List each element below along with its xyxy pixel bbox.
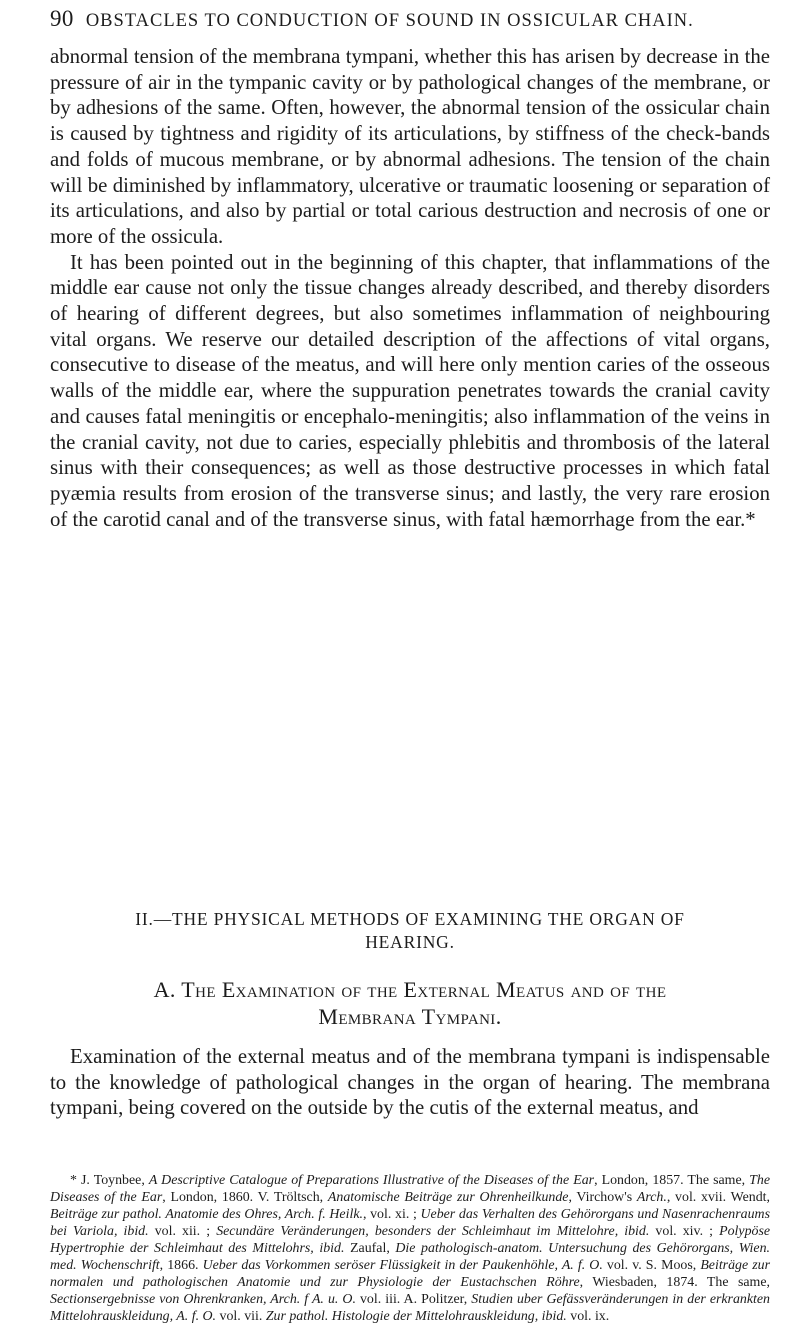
paragraph-examination: Examination of the external meatus and of the membrana tympani is indispensable to the knowledge of pathological changes in the organ of hearing. The membrana tympani, being covered on the outside by the cutis of the external meatus, and	[50, 1045, 770, 1120]
footnote-segment: * J. Toynbee,	[70, 1173, 149, 1188]
footnote-segment: , Virchow's	[568, 1190, 637, 1205]
footnote-segment: , London, 1857. The same,	[594, 1173, 750, 1188]
footnote-segment: Die pathologisch-anatom. Untersuchung des Gehörorgans, Wien. med. Wochenschrift	[50, 1241, 770, 1273]
footnote-segment: Beiträge zur pathol. Anatomie des Ohres, Arch. f. Heilk.	[50, 1207, 363, 1222]
footnote-segment: Zur pathol. Histologie der Mittelohrauskleidung, ibid.	[265, 1309, 567, 1324]
footnote-segment: vol. iii. A. Politzer,	[355, 1292, 472, 1307]
page-number: 90	[50, 6, 74, 31]
footnote-segment: vol. xiv. ;	[649, 1224, 720, 1239]
footnote-segment: Secundäre Veränderungen, besonders der Schleimhaut im Mittelohre, ibid.	[216, 1224, 650, 1239]
footnote-segment: , Wiesbaden, 1874. The same,	[579, 1275, 770, 1290]
footnote-segment: Anatomische Beiträge zur Ohrenheilkunde	[327, 1190, 569, 1205]
body-text	[50, 44, 770, 532]
footnote-segment: Ueber das Verhalten des Gehörorgans und Nasenrachenraums bei Variola, ibid.	[50, 1207, 770, 1239]
subsection-heading	[50, 976, 770, 1030]
footnote-segment: vol. vii.	[216, 1309, 266, 1324]
subsection-heading-line-1: A. The Examination of the External Meatus and of the	[153, 977, 667, 1002]
footnote	[50, 1172, 770, 1325]
footnote-segment: , vol. xi. ;	[362, 1207, 421, 1222]
section-heading	[50, 908, 770, 954]
footnote-segment: , London, 1860. V. Tröltsch,	[162, 1190, 328, 1205]
footnote-segment: A Descriptive Catalogue of Preparations Illustrative of the Diseases of the Ear	[148, 1173, 595, 1188]
footnote-segment: vol. xii. ;	[148, 1224, 217, 1239]
footnote-segment: , 1866.	[159, 1258, 203, 1273]
footnote-segment: vol. v. S. Moos,	[602, 1258, 701, 1273]
paragraph-continued: abnormal tension of the membrana tympani, whether this has arisen by decrease in the pressure of air in the tympanic cavity or by pathological changes of the membrane, or by adhesions of the same. Often, however, the abnormal tension of the ossicular chain is caused by tightness and rigidity of its articulations, by stiffness of the check-bands and folds of mucous membrane, or by abnormal adhesions. The tension of the chain will be diminished by inflammatory, ulcerative or traumatic loosening or separation of its articulations, and also by partial or total carious destruction and necrosis of one or more of the ossicula.	[50, 45, 770, 248]
footnote-segment: Arch.	[636, 1190, 667, 1205]
footnote-segment: Beiträge zur normalen und pathologischen Anatomie und zur Physiologie der Eustachschen Röhre	[50, 1258, 770, 1290]
running-title: OBSTACLES TO CONDUCTION OF SOUND IN OSSICULAR CHAIN.	[85, 11, 694, 31]
footnote-segment: Sectionsergebnisse von Ohrenkranken, Arch. f A. u. O.	[50, 1292, 356, 1307]
footnote-segment: , vol. xvii. Wendt,	[666, 1190, 770, 1205]
section-heading-line-1: II.—THE PHYSICAL METHODS OF EXAMINING THE ORGAN OF	[135, 909, 685, 929]
footnote-segment: Zaufal,	[344, 1241, 396, 1256]
footnote-segment: Studien uber Gefässveränderungen in der erkrankten Mittelohrauskleidung, A. f. O.	[50, 1292, 770, 1324]
footnote-segment: Polypöse Hypertrophie der Schleimhaut des Mittelohrs, ibid.	[50, 1224, 771, 1256]
footnote-segment: The Diseases of the Ear	[50, 1173, 770, 1205]
footnote-text	[50, 1172, 770, 1325]
body-text-examination	[50, 1044, 770, 1121]
running-head	[50, 6, 770, 36]
paragraph-inflammations: It has been pointed out in the beginning of this chapter, that inflammations of the middle ear cause not only the tissue changes already described, and thereby disorders of hearing of different degrees, but also sometimes inflammation of neighbouring vital organs. We reserve our detailed description of the affections of vital organs, consecutive to disease of the meatus, and will here only mention caries of the osseous walls of the middle ear, where the suppuration penetrates towards the cranial cavity and causes fatal meningitis or encephalo-meningitis; also inflammation of the veins in the cranial cavity, not due to caries, especially phlebitis and thrombosis of the lateral sinus with their consequences; as well as those destructive processes in which fatal pyæmia results from erosion of the transverse sinus; and lastly, the very rare erosion of the carotid canal and of the transverse sinus, with fatal hæmorrhage from the ear.*	[50, 250, 770, 531]
footnote-segment: vol. ix.	[566, 1309, 610, 1324]
section-heading-line-2: HEARING.	[365, 932, 455, 952]
subsection-heading-line-2: Membrana Tympani.	[318, 1004, 502, 1029]
footnote-segment: Ueber das Vorkommen seröser Flüssigkeit in der Paukenhöhle, A. f. O.	[202, 1258, 603, 1273]
